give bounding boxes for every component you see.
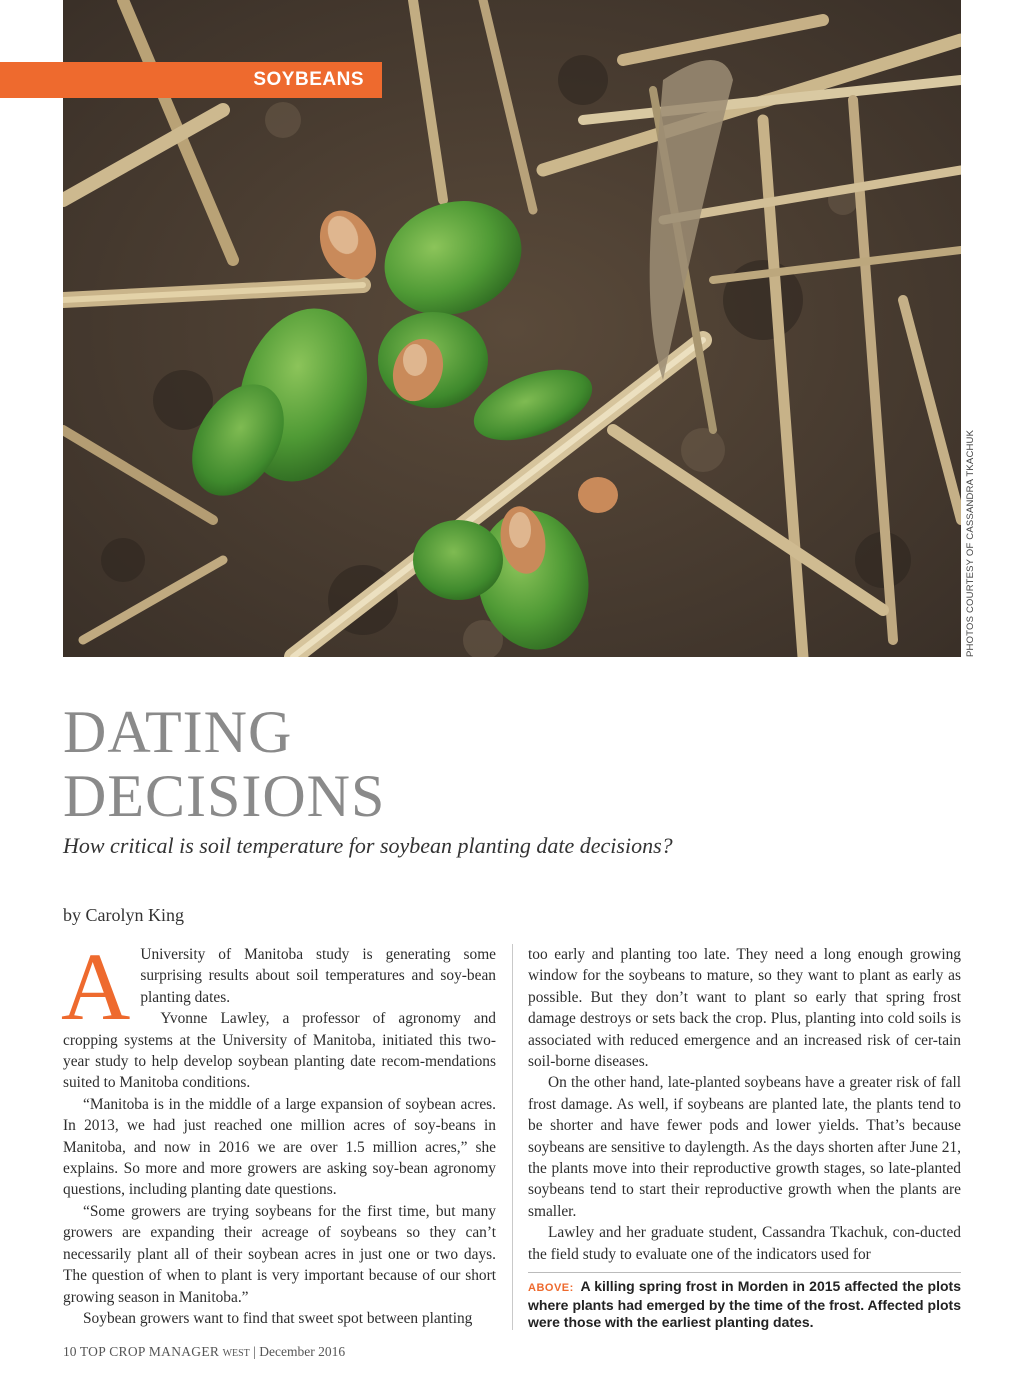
section-tag: SOYBEANS xyxy=(0,62,382,98)
footer-separator: | xyxy=(253,1344,256,1359)
soybean-seedling-image xyxy=(63,0,961,657)
headline xyxy=(63,700,763,828)
article-column-right xyxy=(528,944,961,1265)
drop-cap: A xyxy=(61,933,131,1040)
article-paragraph: A University of Manitoba study is generating some surprising results about soil temperatures and soy-bean planting dates. xyxy=(61,933,496,1040)
page-footer xyxy=(63,1344,345,1360)
headline-line-2: DECISIONS xyxy=(63,763,386,829)
magazine-edition: WEST xyxy=(222,1348,250,1359)
caption-text: A killing spring frost in Morden in 2015 affected the plots where plants had emerged by the time of the frost. Affected plots were those with the earliest planting dates. xyxy=(528,1278,961,1330)
article-paragraph: Yvonne Lawley, a professor of agronomy and cropping systems at the University of Manitoba, initiated this two-year study to help develop soybean planting date recom-mendations suited to Manitoba conditions. xyxy=(63,1010,496,1092)
issue-date: December 2016 xyxy=(259,1344,346,1359)
article-paragraph: On the other hand, late-planted soybeans have a greater risk of fall frost damage. As well, if soybeans are planted late, the plants tend to be shorter and have fewer pods and lower yields. That’s because soybeans are sensitive to daylength. As the days shorten after June 21, the plants move into their reproductive growth stages, so late-planted soybeans tend to start their reproductive growth when the plants are smaller. xyxy=(528,1074,961,1220)
article-paragraph: “Some growers are trying soybeans for the first time, but many growers are expanding their acreage of soybeans so they can’t necessarily plant all of their soybean acres in just one or two days. The question of when to plant is very important because of our short growing season in Manitoba.” xyxy=(63,1202,496,1306)
byline: by Carolyn King xyxy=(63,905,184,925)
page-number: 10 xyxy=(63,1344,77,1359)
magazine-name: TOP CROP MANAGER xyxy=(79,1344,220,1359)
deck: How critical is soil temperature for soybean planting date decisions? xyxy=(63,833,673,858)
headline-line-1: DATING xyxy=(63,699,293,765)
article-paragraph: Soybean growers want to find that sweet spot between planting xyxy=(83,1309,473,1327)
hero-photo xyxy=(63,0,961,657)
caption-label: ABOVE: xyxy=(528,1282,574,1294)
article-paragraph: Lawley and her graduate student, Cassandra Tkachuk, con-ducted the field study to evaluate one of the indicators used for xyxy=(528,1224,961,1263)
article-paragraph: “Manitoba is in the middle of a large expansion of soybean acres. In 2013, we had just reached one million acres of soy-beans in Manitoba, and now in 2016 we are over 1.5 million acres,” she explains. So more and more growers are asking soy-bean agronomy questions, including planting date questions. xyxy=(63,1095,496,1199)
column-divider xyxy=(512,944,513,1330)
article-column-left xyxy=(61,933,496,1329)
article-paragraph: too early and planting too late. They need a long enough growing window for the soybeans to mature, so they want to plant as early as possible. But they don’t want to plant so early that spring frost damage destroys or sets back the crop. Plus, planting into cold soils is associated with reduced emergence and an increased risk of cer-tain soil-borne diseases. xyxy=(528,946,961,1071)
photo-credit: PHOTOS COURTESY OF CASSANDRA TKACHUK xyxy=(965,429,976,657)
photo-caption xyxy=(528,1272,961,1331)
